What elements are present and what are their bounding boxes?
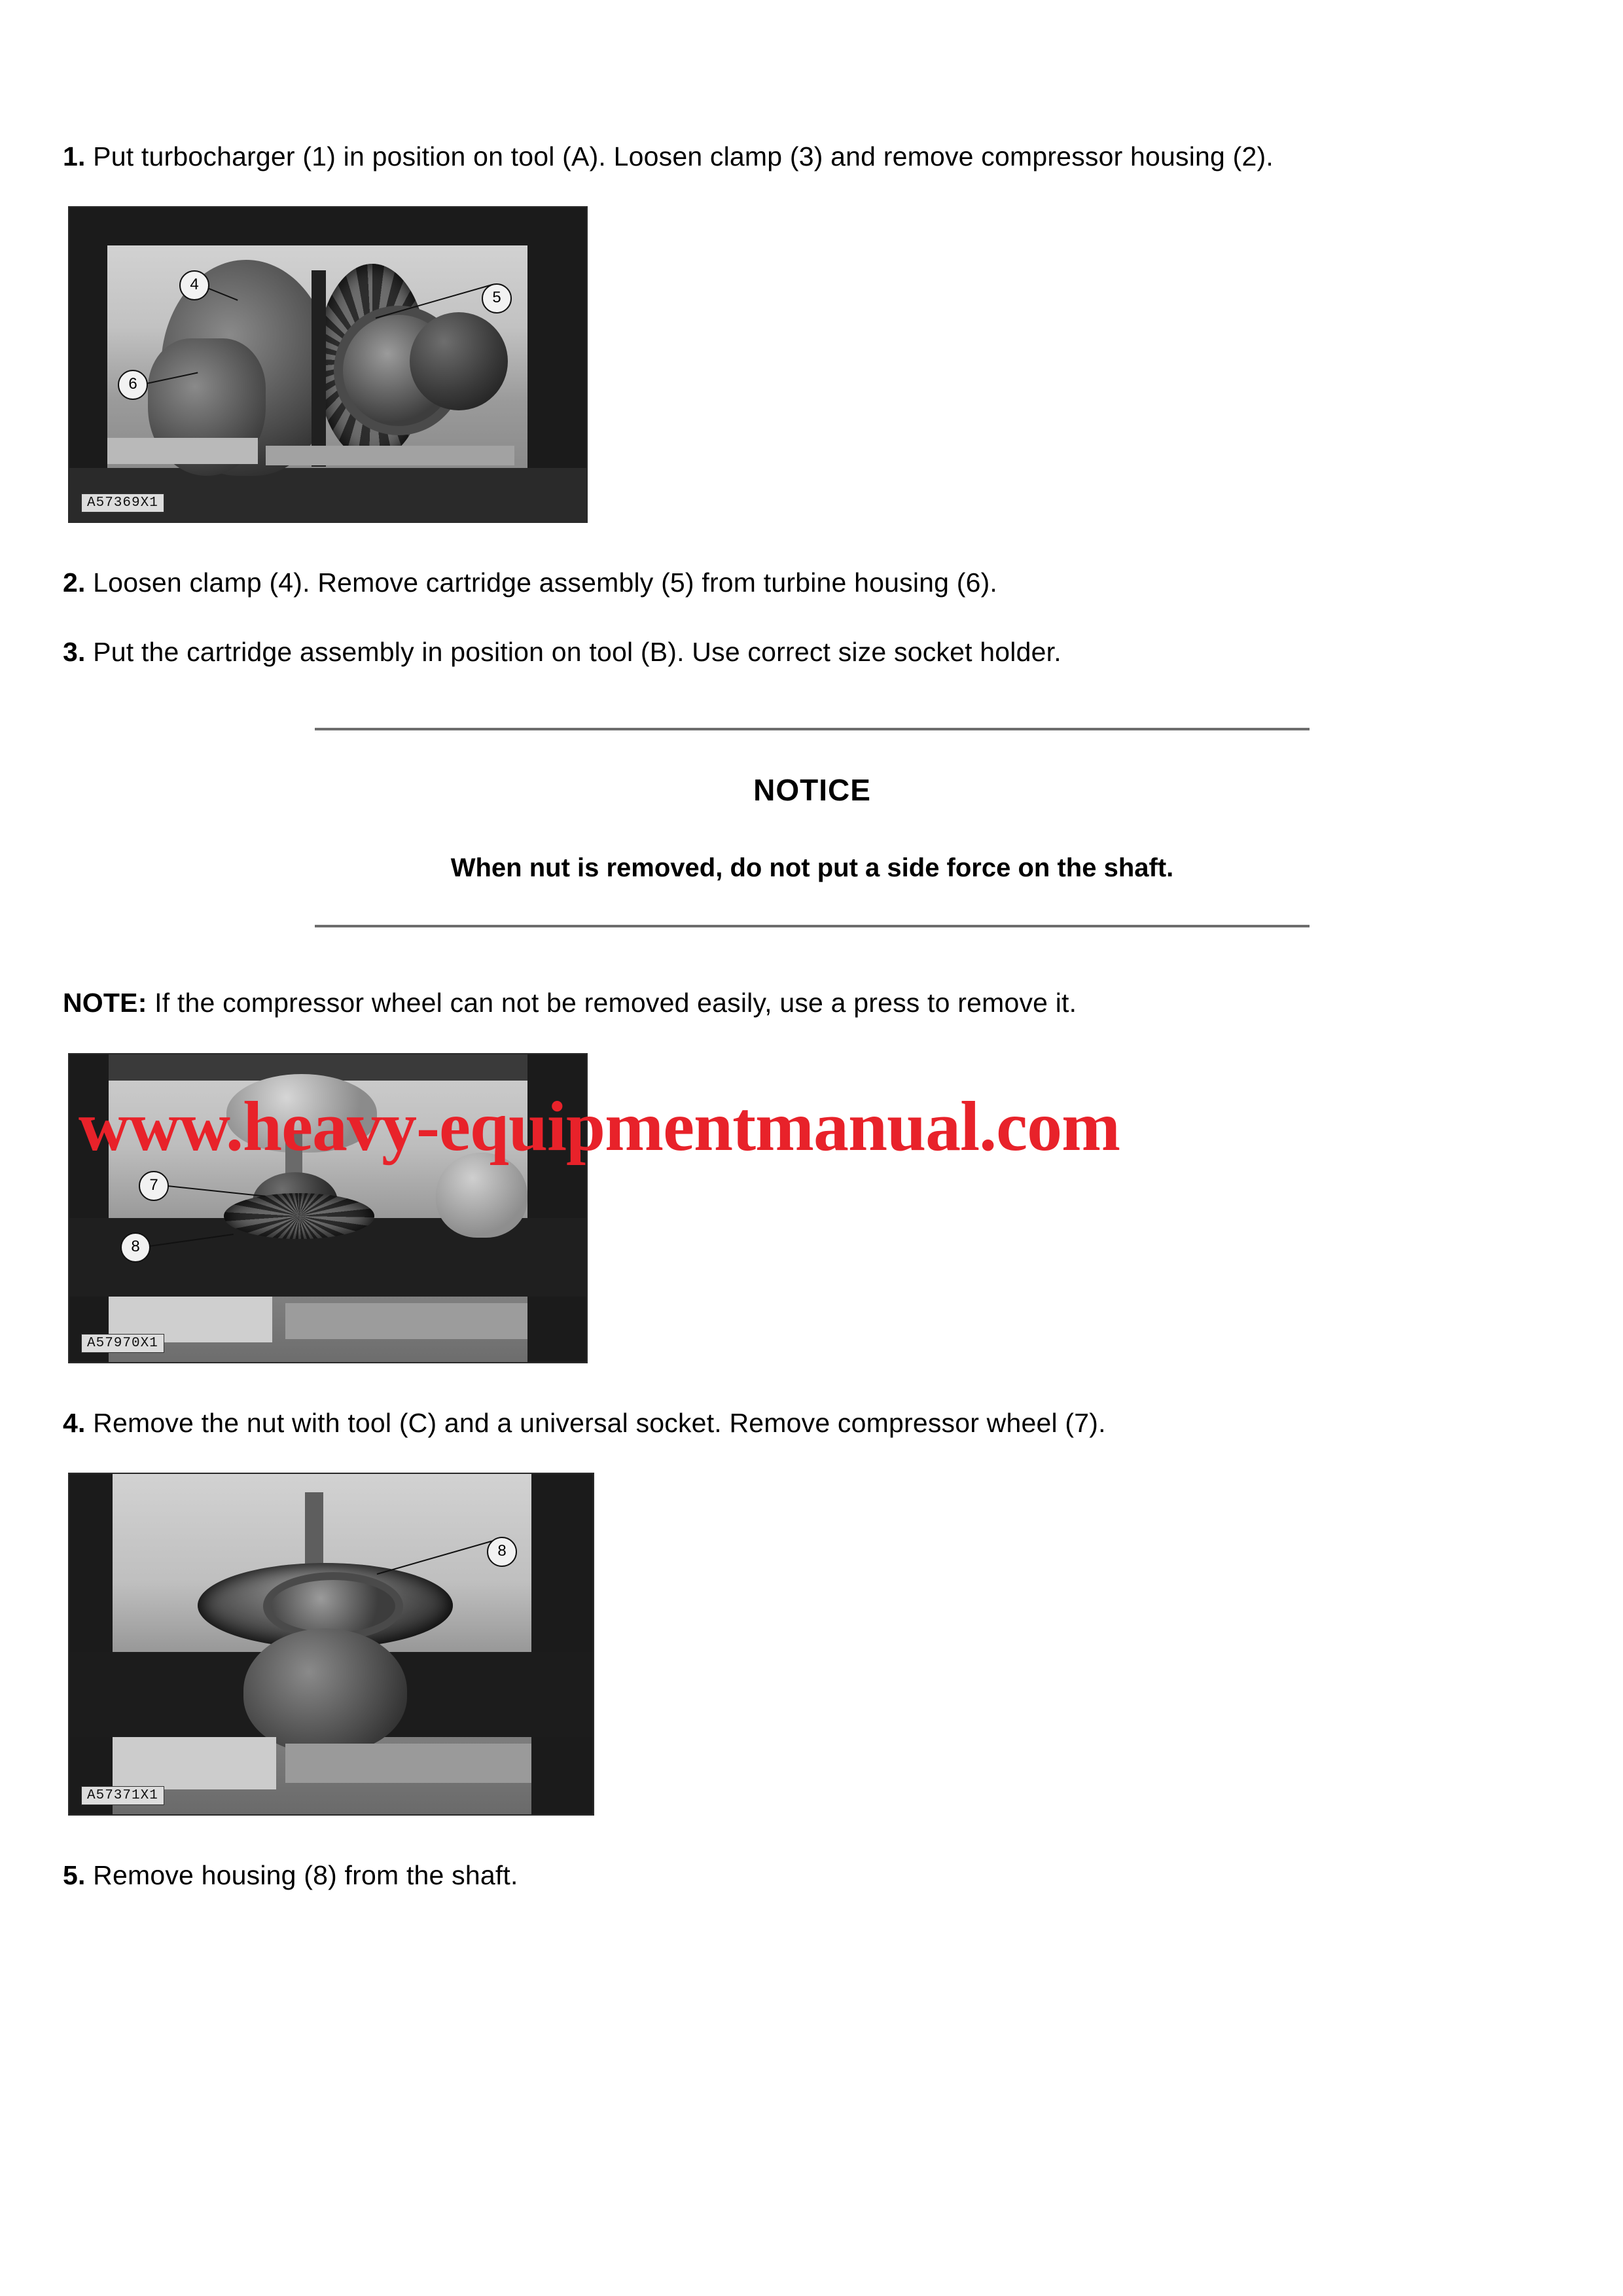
- document-content: [63, 137, 1561, 1895]
- note-label: NOTE:: [63, 988, 147, 1018]
- figure-3-code: A57371X1: [81, 1786, 164, 1805]
- figure-1-image: [69, 207, 586, 522]
- note-line: [63, 984, 1561, 1022]
- figure-1-callout-4: 4: [179, 270, 209, 300]
- figure-press-compressor-wheel: [68, 1053, 588, 1363]
- figure-housing-on-shaft: [68, 1473, 594, 1816]
- step-2: [63, 564, 1561, 602]
- step-4-number: 4.: [63, 1407, 86, 1438]
- step-2-text: Loosen clamp (4). Remove cartridge assembly (5) from turbine housing (6).: [85, 567, 998, 598]
- figure-1-callout-5: 5: [482, 283, 512, 314]
- notice-body: When nut is removed, do not put a side force on the shaft.: [450, 853, 1174, 883]
- figure-2-callout-7: 7: [139, 1171, 169, 1201]
- step-3-text: Put the cartridge assembly in position on tool (B). Use correct size socket holder.: [85, 636, 1061, 667]
- step-1: [63, 137, 1561, 176]
- step-5: [63, 1856, 1561, 1895]
- notice-title: NOTICE: [753, 773, 871, 808]
- notice-top-rule: [315, 728, 1310, 730]
- figure-2-image: [69, 1054, 586, 1362]
- figure-1-callout-6: 6: [118, 370, 148, 400]
- step-1-number: 1.: [63, 141, 86, 171]
- figure-2-code: A57970X1: [81, 1334, 164, 1353]
- step-5-number: 5.: [63, 1860, 86, 1891]
- figure-1-code: A57369X1: [81, 493, 164, 512]
- figure-3-image: [69, 1474, 593, 1814]
- note-text: If the compressor wheel can not be removed easily, use a press to remove it.: [147, 988, 1077, 1018]
- figure-turbocharger-on-tool: [68, 206, 588, 523]
- figure-2-callout-8: 8: [120, 1232, 151, 1263]
- step-3: [63, 633, 1561, 672]
- figure-3-callout-8: 8: [487, 1537, 517, 1567]
- step-4-text: Remove the nut with tool (C) and a universal socket. Remove compressor wheel (7).: [85, 1407, 1106, 1438]
- step-2-number: 2.: [63, 567, 86, 598]
- step-3-number: 3.: [63, 636, 86, 667]
- step-1-text: Put turbocharger (1) in position on tool (A). Loosen clamp (3) and remove compressor housing (2).: [85, 141, 1274, 171]
- notice-block: [315, 728, 1310, 927]
- step-4: [63, 1404, 1561, 1443]
- watermark: www.heavy-equipmentmanual.com: [79, 1088, 1120, 1166]
- step-5-text: Remove housing (8) from the shaft.: [85, 1860, 518, 1891]
